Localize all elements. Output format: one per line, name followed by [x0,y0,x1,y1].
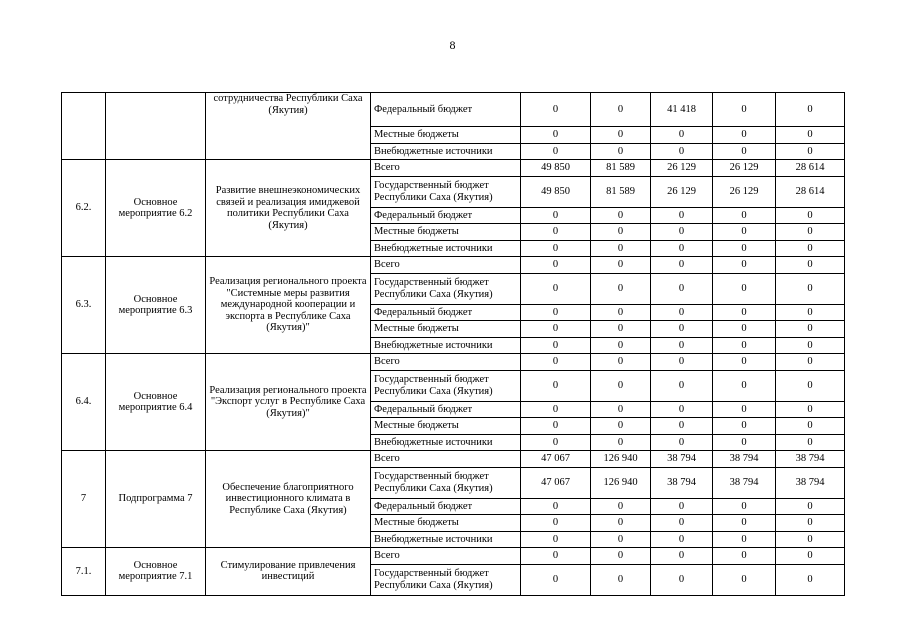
section-type-cell: Основное мероприятие 6.4 [106,354,206,451]
amount-cell: 0 [521,370,591,401]
amount-cell: 0 [776,93,845,127]
amount-cell: 0 [521,321,591,338]
amount-cell: 0 [713,207,776,224]
funding-source-cell: Государственный бюджет Республики Саха (Якутия) [371,370,521,401]
amount-cell: 0 [651,321,713,338]
amount-cell: 0 [776,127,845,144]
funding-source-cell: Местные бюджеты [371,418,521,435]
amount-cell: 0 [521,498,591,515]
amount-cell: 49 850 [521,176,591,207]
amount-cell: 0 [713,93,776,127]
funding-source-cell: Внебюджетные источники [371,337,521,354]
amount-cell: 0 [521,93,591,127]
amount-cell: 0 [591,418,651,435]
amount-cell: 0 [591,548,651,565]
amount-cell: 0 [651,143,713,160]
amount-cell: 0 [651,240,713,257]
amount-cell: 0 [521,531,591,548]
amount-cell: 0 [591,207,651,224]
amount-cell: 0 [591,273,651,304]
amount-cell: 28 614 [776,176,845,207]
amount-cell: 0 [713,548,776,565]
table-row [62,93,845,127]
amount-cell: 0 [651,434,713,451]
amount-cell: 0 [776,240,845,257]
amount-cell: 0 [591,401,651,418]
section-name-cell: Развитие внешнеэкономических связей и реализация имиджевой политики Республики Саха (Якутия) [206,160,371,257]
funding-source-cell: Внебюджетные источники [371,531,521,548]
amount-cell: 0 [776,143,845,160]
amount-cell: 38 794 [651,451,713,468]
amount-cell: 38 794 [776,467,845,498]
table-row [62,451,845,468]
amount-cell: 0 [713,401,776,418]
amount-cell: 47 067 [521,467,591,498]
amount-cell: 41 418 [651,93,713,127]
page-number: 8 [449,38,456,52]
amount-cell: 0 [776,564,845,595]
amount-cell: 0 [591,127,651,144]
amount-cell: 0 [651,354,713,371]
amount-cell: 0 [651,564,713,595]
section-name-cell: сотрудничества Республики Саха (Якутия) [206,93,371,160]
table-row [62,354,845,371]
section-type-cell: Основное мероприятие 6.3 [106,257,206,354]
budget-table [61,92,845,596]
amount-cell: 0 [776,370,845,401]
amount-cell: 0 [521,515,591,532]
amount-cell: 0 [591,337,651,354]
amount-cell: 0 [651,418,713,435]
amount-cell: 0 [713,531,776,548]
amount-cell: 0 [713,273,776,304]
amount-cell: 49 850 [521,160,591,177]
amount-cell: 0 [521,257,591,274]
amount-cell: 0 [713,498,776,515]
amount-cell: 0 [713,418,776,435]
amount-cell: 0 [591,304,651,321]
amount-cell: 0 [651,515,713,532]
funding-source-cell: Всего [371,354,521,371]
amount-cell: 0 [591,434,651,451]
amount-cell: 26 129 [651,160,713,177]
amount-cell: 0 [713,240,776,257]
funding-source-cell: Государственный бюджет Республики Саха (Якутия) [371,467,521,498]
amount-cell: 0 [713,354,776,371]
amount-cell: 0 [591,224,651,241]
amount-cell: 0 [651,370,713,401]
amount-cell: 0 [651,337,713,354]
amount-cell: 0 [776,337,845,354]
amount-cell: 0 [591,564,651,595]
section-number-cell [62,93,106,160]
amount-cell: 38 794 [776,451,845,468]
section-type-cell: Подпрограмма 7 [106,451,206,548]
amount-cell: 0 [521,273,591,304]
amount-cell: 0 [776,304,845,321]
amount-cell: 0 [713,564,776,595]
section-number-cell: 6.4. [62,354,106,451]
amount-cell: 0 [713,370,776,401]
amount-cell: 0 [591,354,651,371]
section-name-cell: Реализация регионального проекта "Экспорт услуг в Республике Саха (Якутия)" [206,354,371,451]
funding-source-cell: Федеральный бюджет [371,207,521,224]
section-name-cell: Обеспечение благоприятного инвестиционного климата в Республике Саха (Якутия) [206,451,371,548]
funding-source-cell: Местные бюджеты [371,127,521,144]
amount-cell: 0 [776,548,845,565]
amount-cell: 0 [651,257,713,274]
funding-source-cell: Федеральный бюджет [371,401,521,418]
amount-cell: 0 [776,207,845,224]
section-number-cell: 6.2. [62,160,106,257]
amount-cell: 0 [651,273,713,304]
amount-cell: 38 794 [713,467,776,498]
amount-cell: 0 [521,401,591,418]
amount-cell: 0 [521,354,591,371]
amount-cell: 0 [591,257,651,274]
amount-cell: 0 [591,370,651,401]
amount-cell: 0 [651,127,713,144]
amount-cell: 0 [651,531,713,548]
section-type-cell [106,93,206,160]
amount-cell: 0 [776,273,845,304]
funding-source-cell: Всего [371,257,521,274]
amount-cell: 0 [591,498,651,515]
amount-cell: 0 [651,207,713,224]
table-row [62,257,845,274]
section-name-cell: Реализация регионального проекта "Системные меры развития международной кооперации и экспорта в Республике Саха (Якутия)" [206,257,371,354]
amount-cell: 0 [591,93,651,127]
amount-cell: 38 794 [651,467,713,498]
funding-source-cell: Федеральный бюджет [371,304,521,321]
amount-cell: 0 [776,515,845,532]
amount-cell: 47 067 [521,451,591,468]
section-name-cell: Стимулирование привлечения инвестиций [206,548,371,596]
amount-cell: 0 [776,401,845,418]
amount-cell: 81 589 [591,176,651,207]
amount-cell: 0 [651,548,713,565]
section-type-cell: Основное мероприятие 6.2 [106,160,206,257]
amount-cell: 0 [521,127,591,144]
amount-cell: 26 129 [651,176,713,207]
amount-cell: 0 [651,224,713,241]
funding-source-cell: Всего [371,548,521,565]
funding-source-cell: Местные бюджеты [371,224,521,241]
table-row [62,548,845,565]
funding-source-cell: Государственный бюджет Республики Саха (Якутия) [371,564,521,595]
amount-cell: 0 [521,143,591,160]
amount-cell: 126 940 [591,451,651,468]
amount-cell: 81 589 [591,160,651,177]
funding-source-cell: Всего [371,451,521,468]
amount-cell: 0 [776,321,845,338]
amount-cell: 0 [521,434,591,451]
amount-cell: 0 [591,531,651,548]
amount-cell: 0 [776,224,845,241]
section-type-cell: Основное мероприятие 7.1 [106,548,206,596]
amount-cell: 0 [651,401,713,418]
section-number-cell: 7.1. [62,548,106,596]
amount-cell: 0 [776,354,845,371]
amount-cell: 0 [591,321,651,338]
amount-cell: 0 [713,337,776,354]
amount-cell: 0 [521,564,591,595]
amount-cell: 0 [713,434,776,451]
funding-source-cell: Местные бюджеты [371,321,521,338]
amount-cell: 26 129 [713,176,776,207]
amount-cell: 0 [713,257,776,274]
funding-source-cell: Внебюджетные источники [371,240,521,257]
amount-cell: 28 614 [776,160,845,177]
amount-cell: 38 794 [713,451,776,468]
funding-source-cell: Государственный бюджет Республики Саха (Якутия) [371,176,521,207]
amount-cell: 0 [521,548,591,565]
funding-source-cell: Государственный бюджет Республики Саха (Якутия) [371,273,521,304]
amount-cell: 0 [713,127,776,144]
amount-cell: 0 [591,143,651,160]
funding-source-cell: Внебюджетные источники [371,434,521,451]
amount-cell: 0 [776,531,845,548]
amount-cell: 26 129 [713,160,776,177]
amount-cell: 0 [713,515,776,532]
table-row [62,160,845,177]
amount-cell: 0 [776,418,845,435]
amount-cell: 0 [521,224,591,241]
funding-source-cell: Федеральный бюджет [371,498,521,515]
amount-cell: 0 [591,240,651,257]
amount-cell: 0 [521,207,591,224]
funding-source-cell: Всего [371,160,521,177]
amount-cell: 0 [591,515,651,532]
amount-cell: 0 [651,304,713,321]
amount-cell: 126 940 [591,467,651,498]
section-number-cell: 7 [62,451,106,548]
amount-cell: 0 [713,143,776,160]
amount-cell: 0 [521,304,591,321]
amount-cell: 0 [776,434,845,451]
amount-cell: 0 [521,418,591,435]
amount-cell: 0 [521,337,591,354]
amount-cell: 0 [651,498,713,515]
section-number-cell: 6.3. [62,257,106,354]
funding-source-cell: Федеральный бюджет [371,93,521,127]
amount-cell: 0 [776,257,845,274]
amount-cell: 0 [713,224,776,241]
amount-cell: 0 [776,498,845,515]
funding-source-cell: Внебюджетные источники [371,143,521,160]
funding-source-cell: Местные бюджеты [371,515,521,532]
amount-cell: 0 [713,321,776,338]
amount-cell: 0 [713,304,776,321]
amount-cell: 0 [521,240,591,257]
